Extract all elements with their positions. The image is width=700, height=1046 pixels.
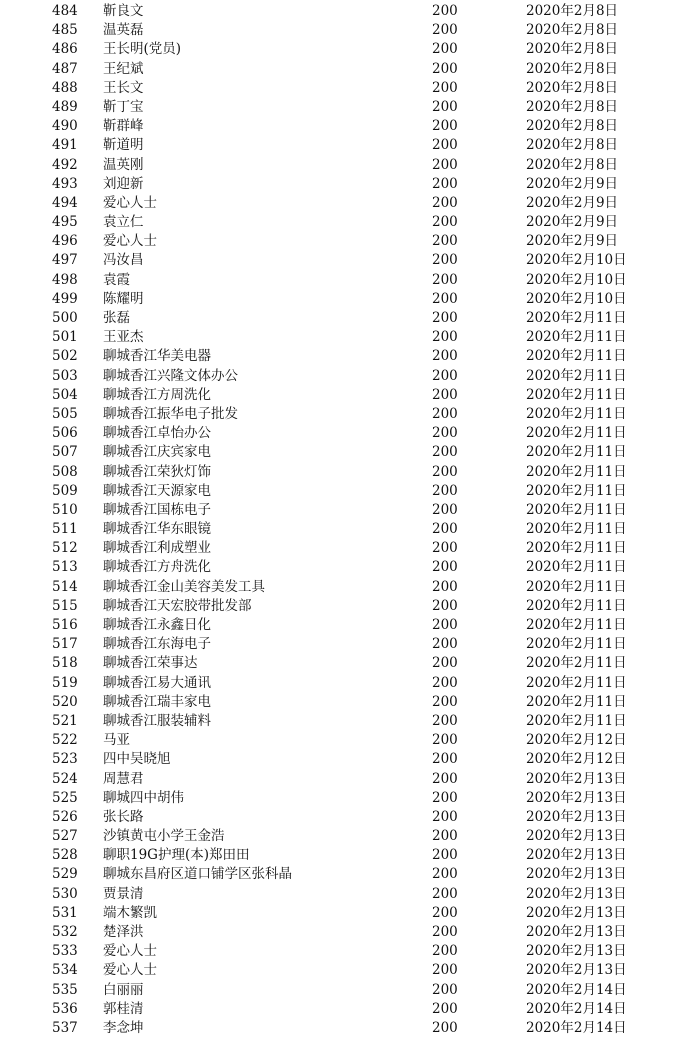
donation-date: 2020年2月8日 — [526, 137, 619, 154]
donation-amount: 200 — [432, 405, 458, 422]
donation-date: 2020年2月8日 — [526, 118, 619, 135]
donor-name: 靳道明 — [103, 137, 144, 154]
donation-date: 2020年2月11日 — [526, 655, 627, 672]
row-number: 535 — [52, 981, 78, 998]
donor-name: 聊城香江荣狄灯饰 — [103, 463, 211, 480]
donation-amount: 200 — [432, 828, 458, 845]
row-number: 517 — [52, 636, 78, 653]
donation-amount: 200 — [432, 214, 458, 231]
table-row — [0, 578, 700, 597]
donation-date: 2020年2月8日 — [526, 79, 619, 96]
donation-date: 2020年2月11日 — [526, 386, 627, 403]
donation-amount: 200 — [432, 1000, 458, 1017]
donation-amount: 200 — [432, 751, 458, 768]
row-number: 513 — [52, 559, 78, 576]
row-number: 534 — [52, 962, 78, 979]
table-row — [0, 654, 700, 673]
row-number: 525 — [52, 789, 78, 806]
donation-date: 2020年2月10日 — [526, 252, 627, 269]
donor-name: 聊城香江方舟洗化 — [103, 559, 211, 576]
row-number: 533 — [52, 943, 78, 960]
donation-amount: 200 — [432, 386, 458, 403]
donation-amount: 200 — [432, 693, 458, 710]
row-number: 511 — [52, 521, 78, 538]
table-row — [0, 712, 700, 731]
donation-date: 2020年2月11日 — [526, 617, 627, 633]
table-row — [0, 674, 700, 693]
table-row — [0, 156, 700, 175]
donation-amount: 200 — [432, 655, 458, 672]
donation-amount: 200 — [432, 3, 458, 19]
table-row — [0, 846, 700, 865]
donation-amount: 200 — [432, 732, 458, 749]
donation-date: 2020年2月11日 — [526, 578, 627, 595]
donation-amount: 200 — [432, 1019, 458, 1036]
table-row — [0, 136, 700, 155]
donation-date: 2020年2月9日 — [526, 214, 619, 231]
table-row — [0, 981, 700, 1000]
donor-name: 靳良文 — [103, 3, 144, 19]
donation-amount: 200 — [432, 233, 458, 250]
donation-amount: 200 — [432, 463, 458, 480]
table-row — [0, 40, 700, 59]
donation-date: 2020年2月12日 — [526, 732, 627, 749]
table-row — [0, 367, 700, 386]
donation-date: 2020年2月11日 — [526, 348, 627, 365]
row-number: 495 — [52, 214, 78, 231]
table-row — [0, 117, 700, 136]
row-number: 504 — [52, 386, 78, 403]
row-number: 523 — [52, 751, 78, 768]
donor-name: 聊城香江金山美容美发工具 — [103, 578, 265, 595]
donation-date: 2020年2月9日 — [526, 175, 619, 192]
donation-amount: 200 — [432, 521, 458, 538]
table-row — [0, 443, 700, 462]
table-row — [0, 424, 700, 443]
donor-name: 聊城香江利成塑业 — [103, 540, 211, 557]
donation-date: 2020年2月13日 — [526, 904, 627, 921]
donor-name: 爱心人士 — [103, 233, 157, 250]
donor-name: 白丽丽 — [103, 981, 144, 998]
donor-name: 爱心人士 — [103, 194, 157, 211]
row-number: 506 — [52, 425, 78, 442]
donor-name: 聊城香江瑞丰家电 — [103, 693, 211, 710]
row-number: 501 — [52, 329, 78, 346]
donation-date: 2020年2月11日 — [526, 444, 627, 461]
donation-amount: 200 — [432, 348, 458, 365]
donation-amount: 200 — [432, 118, 458, 135]
table-row — [0, 251, 700, 270]
donation-amount: 200 — [432, 981, 458, 998]
donor-name: 聊职19G护理(本)郑田田 — [103, 847, 250, 864]
donor-name: 聊城香江庆宾家电 — [103, 444, 211, 461]
donation-amount: 200 — [432, 271, 458, 288]
donation-amount: 200 — [432, 444, 458, 461]
row-number: 532 — [52, 924, 78, 940]
table-row — [0, 942, 700, 961]
donation-amount: 200 — [432, 866, 458, 883]
donation-date: 2020年2月8日 — [526, 41, 619, 58]
row-number: 502 — [52, 348, 78, 365]
row-number: 485 — [52, 22, 78, 39]
table-row — [0, 271, 700, 290]
donor-name: 温英磊 — [103, 22, 144, 39]
row-number: 522 — [52, 732, 78, 749]
table-row — [0, 405, 700, 424]
donor-name: 王长文 — [103, 79, 144, 96]
donation-amount: 200 — [432, 98, 458, 115]
donation-amount: 200 — [432, 79, 458, 96]
table-row — [0, 1019, 700, 1038]
donation-date: 2020年2月9日 — [526, 233, 619, 250]
donation-date: 2020年2月11日 — [526, 559, 627, 576]
donation-date: 2020年2月13日 — [526, 943, 627, 960]
donation-date: 2020年2月11日 — [526, 367, 627, 384]
table-row — [0, 808, 700, 827]
donation-amount: 200 — [432, 310, 458, 326]
table-row — [0, 482, 700, 501]
table-row — [0, 827, 700, 846]
donor-name: 楚泽洪 — [103, 924, 144, 940]
table-row — [0, 750, 700, 769]
donation-date: 2020年2月11日 — [526, 597, 627, 614]
donor-name: 沙镇黄屯小学王金浩 — [103, 828, 225, 845]
donation-amount: 200 — [432, 674, 458, 691]
donor-name: 聊城香江天源家电 — [103, 482, 211, 499]
row-number: 530 — [52, 885, 78, 902]
table-row — [0, 770, 700, 789]
row-number: 499 — [52, 290, 78, 307]
donor-name: 刘迎新 — [103, 175, 144, 192]
donation-date: 2020年2月13日 — [526, 789, 627, 806]
row-number: 537 — [52, 1019, 78, 1036]
donor-name: 聊城东昌府区道口铺学区张科晶 — [103, 866, 292, 883]
donation-amount: 200 — [432, 559, 458, 576]
row-number: 518 — [52, 655, 78, 672]
row-number: 505 — [52, 405, 78, 422]
row-number: 508 — [52, 463, 78, 480]
donation-amount: 200 — [432, 847, 458, 864]
donation-date: 2020年2月11日 — [526, 310, 627, 326]
donation-date: 2020年2月11日 — [526, 482, 627, 499]
table-row — [0, 2, 700, 21]
table-row — [0, 597, 700, 616]
donation-amount: 200 — [432, 885, 458, 902]
donation-table — [0, 2, 700, 1038]
table-row — [0, 347, 700, 366]
table-row — [0, 98, 700, 117]
donation-date: 2020年2月11日 — [526, 674, 627, 691]
donor-name: 聊城香江兴隆文体办公 — [103, 367, 238, 384]
donor-name: 聊城香江华东眼镜 — [103, 521, 211, 538]
row-number: 487 — [52, 60, 78, 77]
donor-name: 郭桂清 — [103, 1000, 144, 1017]
donation-amount: 200 — [432, 194, 458, 211]
row-number: 516 — [52, 617, 78, 633]
donation-amount: 200 — [432, 924, 458, 940]
donor-name: 王纪斌 — [103, 60, 144, 77]
row-number: 488 — [52, 79, 78, 96]
donation-date: 2020年2月13日 — [526, 847, 627, 864]
donor-name: 聊城香江东海电子 — [103, 636, 211, 653]
donor-name: 马亚 — [103, 732, 130, 749]
donation-date: 2020年2月10日 — [526, 271, 627, 288]
row-number: 486 — [52, 41, 78, 58]
table-row — [0, 328, 700, 347]
donor-name: 聊城香江永鑫日化 — [103, 617, 211, 633]
donation-amount: 200 — [432, 137, 458, 154]
donation-amount: 200 — [432, 597, 458, 614]
donation-amount: 200 — [432, 425, 458, 442]
row-number: 497 — [52, 252, 78, 269]
donation-date: 2020年2月13日 — [526, 808, 627, 825]
row-number: 484 — [52, 3, 78, 19]
table-row — [0, 232, 700, 251]
row-number: 507 — [52, 444, 78, 461]
table-row — [0, 520, 700, 539]
donor-name: 聊城香江方周洗化 — [103, 386, 211, 403]
donor-name: 李念坤 — [103, 1019, 144, 1036]
table-row — [0, 213, 700, 232]
table-row — [0, 904, 700, 923]
row-number: 490 — [52, 118, 78, 135]
donation-date: 2020年2月14日 — [526, 981, 627, 998]
table-row — [0, 1000, 700, 1019]
donor-name: 端木繁凯 — [103, 904, 157, 921]
donation-amount: 200 — [432, 252, 458, 269]
donation-amount: 200 — [432, 962, 458, 979]
donor-name: 靳丁宝 — [103, 98, 144, 115]
donation-date: 2020年2月13日 — [526, 962, 627, 979]
donor-name: 陈耀明 — [103, 290, 144, 307]
donation-amount: 200 — [432, 290, 458, 307]
row-number: 509 — [52, 482, 78, 499]
row-number: 491 — [52, 137, 78, 154]
donor-name: 贾景清 — [103, 885, 144, 902]
table-row — [0, 79, 700, 98]
donor-name: 袁立仁 — [103, 214, 144, 231]
donor-name: 温英刚 — [103, 156, 144, 173]
table-row — [0, 463, 700, 482]
table-row — [0, 789, 700, 808]
donation-date: 2020年2月14日 — [526, 1000, 627, 1017]
donation-date: 2020年2月8日 — [526, 156, 619, 173]
row-number: 510 — [52, 501, 78, 518]
donation-amount: 200 — [432, 904, 458, 921]
table-row — [0, 60, 700, 79]
donation-date: 2020年2月10日 — [526, 290, 627, 307]
donation-amount: 200 — [432, 808, 458, 825]
donor-name: 聊城香江华美电器 — [103, 348, 211, 365]
donation-amount: 200 — [432, 578, 458, 595]
donation-amount: 200 — [432, 770, 458, 787]
table-row — [0, 21, 700, 40]
donation-date: 2020年2月11日 — [526, 521, 627, 538]
row-number: 512 — [52, 540, 78, 557]
table-row — [0, 865, 700, 884]
donor-name: 四中吴晓旭 — [103, 751, 171, 768]
donation-date: 2020年2月11日 — [526, 712, 627, 729]
donation-date: 2020年2月11日 — [526, 693, 627, 710]
donor-name: 聊城香江振华电子批发 — [103, 405, 238, 422]
donation-amount: 200 — [432, 540, 458, 557]
donation-date: 2020年2月13日 — [526, 828, 627, 845]
donation-amount: 200 — [432, 329, 458, 346]
donor-name: 聊城香江荣事达 — [103, 655, 198, 672]
donation-amount: 200 — [432, 617, 458, 633]
row-number: 514 — [52, 578, 78, 595]
row-number: 531 — [52, 904, 78, 921]
donation-date: 2020年2月11日 — [526, 463, 627, 480]
donation-date: 2020年2月13日 — [526, 924, 627, 940]
donor-name: 聊城香江天宏胶带批发部 — [103, 597, 252, 614]
donation-date: 2020年2月8日 — [526, 3, 619, 19]
row-number: 489 — [52, 98, 78, 115]
table-row — [0, 386, 700, 405]
donation-date: 2020年2月11日 — [526, 540, 627, 557]
donation-date: 2020年2月12日 — [526, 751, 627, 768]
table-row — [0, 923, 700, 942]
donation-date: 2020年2月11日 — [526, 425, 627, 442]
table-row — [0, 539, 700, 558]
donation-amount: 200 — [432, 789, 458, 806]
donation-amount: 200 — [432, 482, 458, 499]
donor-name: 聊城香江易大通讯 — [103, 674, 211, 691]
row-number: 493 — [52, 175, 78, 192]
donation-date: 2020年2月14日 — [526, 1019, 627, 1036]
donor-name: 王长明(党员) — [103, 41, 182, 58]
donation-date: 2020年2月8日 — [526, 60, 619, 77]
table-row — [0, 731, 700, 750]
donor-name: 聊城香江卓怡办公 — [103, 425, 211, 442]
donation-amount: 200 — [432, 22, 458, 39]
donor-name: 袁霞 — [103, 271, 130, 288]
table-row — [0, 885, 700, 904]
donation-date: 2020年2月11日 — [526, 501, 627, 518]
donation-date: 2020年2月9日 — [526, 194, 619, 211]
donor-name: 周慧君 — [103, 770, 144, 787]
donor-name: 聊城香江国栋电子 — [103, 501, 211, 518]
row-number: 527 — [52, 828, 78, 845]
row-number: 519 — [52, 674, 78, 691]
donation-amount: 200 — [432, 175, 458, 192]
table-row — [0, 290, 700, 309]
table-row — [0, 635, 700, 654]
donation-date: 2020年2月13日 — [526, 885, 627, 902]
row-number: 524 — [52, 770, 78, 787]
donation-amount: 200 — [432, 156, 458, 173]
table-row — [0, 693, 700, 712]
donation-amount: 200 — [432, 367, 458, 384]
donation-date: 2020年2月11日 — [526, 405, 627, 422]
donation-amount: 200 — [432, 41, 458, 58]
donation-date: 2020年2月11日 — [526, 329, 627, 346]
row-number: 520 — [52, 693, 78, 710]
row-number: 503 — [52, 367, 78, 384]
table-row — [0, 616, 700, 635]
donation-date: 2020年2月8日 — [526, 22, 619, 39]
table-row — [0, 309, 700, 328]
donor-name: 聊城香江服装辅料 — [103, 712, 211, 729]
table-row — [0, 961, 700, 980]
row-number: 500 — [52, 310, 78, 326]
row-number: 526 — [52, 808, 78, 825]
row-number: 528 — [52, 847, 78, 864]
donor-name: 张磊 — [103, 310, 130, 326]
donation-date: 2020年2月13日 — [526, 866, 627, 883]
row-number: 536 — [52, 1000, 78, 1017]
donation-date: 2020年2月13日 — [526, 770, 627, 787]
row-number: 492 — [52, 156, 78, 173]
donation-amount: 200 — [432, 712, 458, 729]
row-number: 521 — [52, 712, 78, 729]
row-number: 496 — [52, 233, 78, 250]
donor-name: 王亚杰 — [103, 329, 144, 346]
donation-amount: 200 — [432, 636, 458, 653]
row-number: 498 — [52, 271, 78, 288]
row-number: 515 — [52, 597, 78, 614]
donation-date: 2020年2月11日 — [526, 636, 627, 653]
table-row — [0, 501, 700, 520]
table-row — [0, 175, 700, 194]
donor-name: 聊城四中胡伟 — [103, 789, 184, 806]
donation-amount: 200 — [432, 943, 458, 960]
row-number: 529 — [52, 866, 78, 883]
row-number: 494 — [52, 194, 78, 211]
table-row — [0, 558, 700, 577]
donor-name: 靳群峰 — [103, 118, 144, 135]
donation-amount: 200 — [432, 60, 458, 77]
donation-date: 2020年2月8日 — [526, 98, 619, 115]
table-row — [0, 194, 700, 213]
donor-name: 爱心人士 — [103, 943, 157, 960]
donor-name: 冯汝昌 — [103, 252, 144, 269]
donation-amount: 200 — [432, 501, 458, 518]
donor-name: 张长路 — [103, 808, 144, 825]
donor-name: 爱心人士 — [103, 962, 157, 979]
